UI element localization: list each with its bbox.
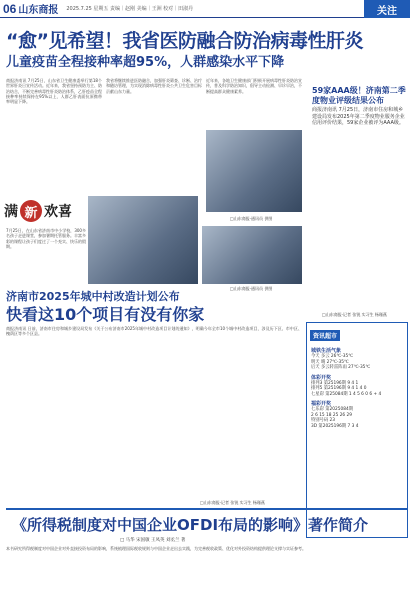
section-divider bbox=[6, 508, 408, 510]
lottery-line: 排列5 第25196期 9 4 1 4 0 bbox=[311, 386, 367, 391]
lottery-1-title: 体彩开奖 bbox=[311, 374, 332, 381]
kicker-ring: 新 bbox=[20, 200, 42, 222]
page-number: 06 bbox=[3, 1, 17, 16]
info-box bbox=[306, 322, 408, 538]
urban-body: 商报济南讯 日前，济南市住房和城乡建设局发布《关于公布济南市2025年城中村改造项目计划的通知》，明确今年全市10个城中村改造项目，涉及历下区、市中区、槐荫区等多个区县。 bbox=[6, 326, 302, 337]
urban-reporter: □山东商报·记者 张锐 实习生 杨瑾燕 bbox=[200, 500, 265, 505]
book-body: 本书研究所得税制度对中国企业对外直接投资布局的影响，系统梳理国际税收规则与中国企业走出去实践，为完善税收政策、优化对外投资结构提供理论支撑与实证参考。 bbox=[6, 546, 306, 551]
lottery-2-title: 福彩开奖 bbox=[311, 401, 332, 407]
feature-photo-2 bbox=[202, 226, 302, 284]
info-title: 资讯超市 bbox=[310, 330, 340, 341]
book-headline: 《所得税制度对中国企业OFDI布局的影响》著作简介 bbox=[12, 516, 369, 534]
feature-photo-1 bbox=[88, 196, 198, 284]
side-headline: 59家AAA级！济南第二季度物业评级结果公布 bbox=[312, 86, 406, 105]
kicker-left: 满 bbox=[4, 204, 18, 220]
lead-photo-caption: □山东商报·通讯员 供图 bbox=[230, 216, 273, 221]
urban-headline-1: 济南市2025年城中村改造计划公布 bbox=[6, 290, 180, 303]
lead-body-col-1: 商报济南讯 7月25日，山东省卫生健康委举行第18个世界肝炎日宣传活动。近年来，我省坚持预防为主、防治结合，不断完善病毒性肝炎防治体系，乙肝疫苗全程接种率持续保持在95%以上，人群乙肝表面抗原携带率明显下降。 bbox=[6, 78, 102, 105]
paper-name: 山东商报 bbox=[18, 5, 59, 16]
lead-subheadline: 儿童疫苗全程接种率超95%，人群感染水平下降 bbox=[6, 55, 285, 70]
book-byline: □ 马华 宋国敏 王凤英 刘丞兰 著 bbox=[120, 538, 186, 543]
weather-line: 明天 晴 27℃-35℃ bbox=[311, 359, 349, 365]
weather-line: 后天 多云转雷阵雨 27℃-35℃ bbox=[311, 365, 371, 370]
feature-kicker bbox=[4, 200, 72, 222]
lead-body-col-3: 近年来，各地卫生健康部门积极开展病毒性肝炎防治宣传，普及科学防治知识，倡导主动检测、早诊早治，不断提高群众健康素养。 bbox=[206, 78, 302, 94]
lottery-line: 七星彩 第25084期 1 4 5 6 0 6 + 4 bbox=[311, 391, 382, 397]
lottery-line: 特别号码 23 bbox=[311, 418, 336, 423]
date-line: 2025.7.25 星期五 责编｜赵刚 美编｜王洲 校对｜田淑丹 bbox=[66, 6, 194, 12]
lottery-line: 3D 第2025196期 7 3 4 bbox=[311, 423, 359, 429]
masthead-bar bbox=[0, 0, 410, 18]
lottery-line: 排列3 第25196期 9 4 1 bbox=[311, 380, 359, 386]
side-reporter: □山东商报·记者 张锐 实习生 杨瑾燕 bbox=[322, 312, 387, 317]
kicker-right: 欢喜 bbox=[44, 204, 72, 220]
urban-headline-2: 快看这10个项目有没有你家 bbox=[6, 305, 205, 324]
feature-caption: □山东商报·通讯员 供图 bbox=[230, 286, 273, 291]
weather-title: 城铁生活气象 bbox=[311, 348, 342, 354]
lottery-line: 2 6 15 18 25 26 29 bbox=[311, 412, 353, 418]
side-body: 商报济南讯 7月25日，济南市住房和城乡建设局发布2025年第二季度物业服务企业信用评价结果，59家企业被评为AAA级。 bbox=[312, 107, 405, 126]
lead-photo bbox=[206, 130, 302, 212]
lead-headline: “愈”见希望！我省医防融合防治病毒性肝炎 bbox=[6, 30, 363, 52]
section-label: 关注 bbox=[364, 0, 410, 18]
lead-body-col-2: 我省将继续推进医防融合，加强肝炎筛查、诊断、治疗和随访管理，为实现消除病毒性肝炎公共卫生危害目标贡献山东力量。 bbox=[106, 78, 202, 94]
weather-line: 今天 多云 26℃-35℃ bbox=[311, 354, 354, 359]
lottery-line: 七乐彩 第2025084期 bbox=[311, 407, 353, 412]
feature-body: 7月25日，在山东省济南市中小学校，300多名孩子走进课堂，参加暑期托管服务。丰富多彩的课程让孩子们度过了一个充实、快乐的假期。 bbox=[6, 228, 86, 249]
